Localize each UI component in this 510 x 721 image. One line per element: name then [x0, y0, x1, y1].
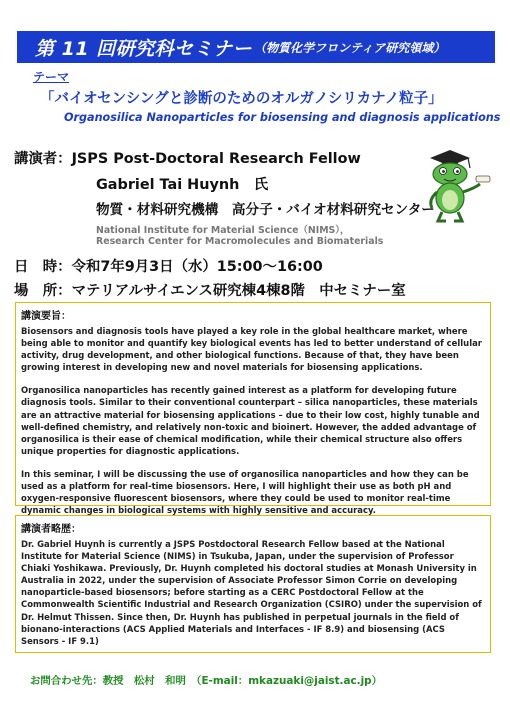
talk-title-jp: 「バイオセンシングと診断のためのオルガノシリカナノ粒子」	[40, 91, 443, 107]
speaker-position: JSPS Post-Doctoral Research Fellow	[71, 151, 361, 167]
abstract-paragraph: Organosilica nanoparticles has recently gained interest as a platform for developing future diagnosis tools. Similar to their conventional counterpart – silica nanoparticles, these materials are an attractive material for biosensing applications – due to their low cost, highly tunable and well-defined chemistry, and relatively non-toxic and bioinert. However, the added advantage of organosilica is their ease of chemical modification, while their chemical structure also offers unique properties for diagnostic applications.	[21, 385, 480, 456]
speaker-label: 講演者：	[14, 151, 72, 167]
speaker-affiliation-en-1: National Institute for Material Science（NIMS），	[96, 225, 350, 236]
speaker-name: Gabriel Tai Huynh 氏	[96, 177, 269, 193]
speaker-affiliation-jp: 物質・材料研究機構 高分子・バイオ材料研究センター	[96, 202, 435, 218]
place-row	[14, 279, 406, 300]
date-row	[14, 255, 323, 276]
place-value: マテリアルサイエンス研究棟4棟8階 中セミナー室	[71, 283, 406, 299]
biography-heading: 講演者略歴：	[21, 524, 81, 535]
biography-text: Dr. Gabriel Huynh is currently a JSPS Postdoctoral Research Fellow based at the National Institute for Material Science (NIMS) in Tsukuba, Japan, under the supervision of Professor Chiaki Yoshikawa. Previously, Dr. Huynh completed his doctoral studies at Monash University in Australia in 2022, under the supervision of Associate Professor Simon Corrie on developing nanoparticle-based biosensors; before starting as a CERC Postdoctoral Fellow at the Commonwealth Scientific Industrial and Research Organization (CSIRO) under the supervision of Dr. Helmut Thissen. Since then, Dr. Huynh has published in perpetual journals in the field of bionano-interactions (ACS Applied Materials and Interfaces - IF 8.9) and biosensing (ACS Sensors - IF 9.1)	[21, 539, 482, 646]
banner-title: 第 11 回研究科セミナー	[35, 37, 253, 60]
date-label: 日 時：	[14, 259, 72, 275]
place-label: 場 所：	[14, 283, 72, 299]
abstract-heading: 講演要旨：	[21, 311, 71, 322]
abstract-paragraph: In this seminar, I will be discussing the use of organosilica nanoparticles and how they can be used as a platform for real-time biosensors. Here, I will highlight their use as both pH and oxygen-responsive fluorescent biosensors, where they could be used to monitor real-time dynamic changes in biological systems with highly sensitive and accuracy.	[21, 468, 469, 516]
banner-subtitle: （物質化学フロンティア研究領域）	[254, 40, 446, 55]
speaker-affiliation-en-2: Research Center for Macromolecules and Biomaterials	[96, 236, 384, 247]
contact-info: お問合わせ先：教授 松村 和明 （E-mail：mkazuaki@jaist.ac.jp）	[30, 675, 383, 687]
biography-box	[15, 515, 491, 653]
abstract-box	[15, 302, 491, 516]
seminar-banner	[17, 31, 495, 63]
date-value: 令和7年9月3日（水）15:00～16:00	[71, 259, 323, 275]
graduate-frog-mascot-icon	[420, 144, 495, 224]
speaker-row	[14, 147, 361, 168]
talk-title-en: Organosilica Nanoparticles for biosensing and diagnosis applications	[64, 111, 501, 124]
theme-label: テーマ	[33, 70, 70, 84]
abstract-paragraph: Biosensors and diagnosis tools have played a key role in the global healthcare market, where being able to monitor and quantify key biological events has led to better understand of cellular activity, drug development, and other biological functions. Because of that, they have been growing interest in developing new and novel materials for biosensing applications.	[21, 326, 482, 373]
